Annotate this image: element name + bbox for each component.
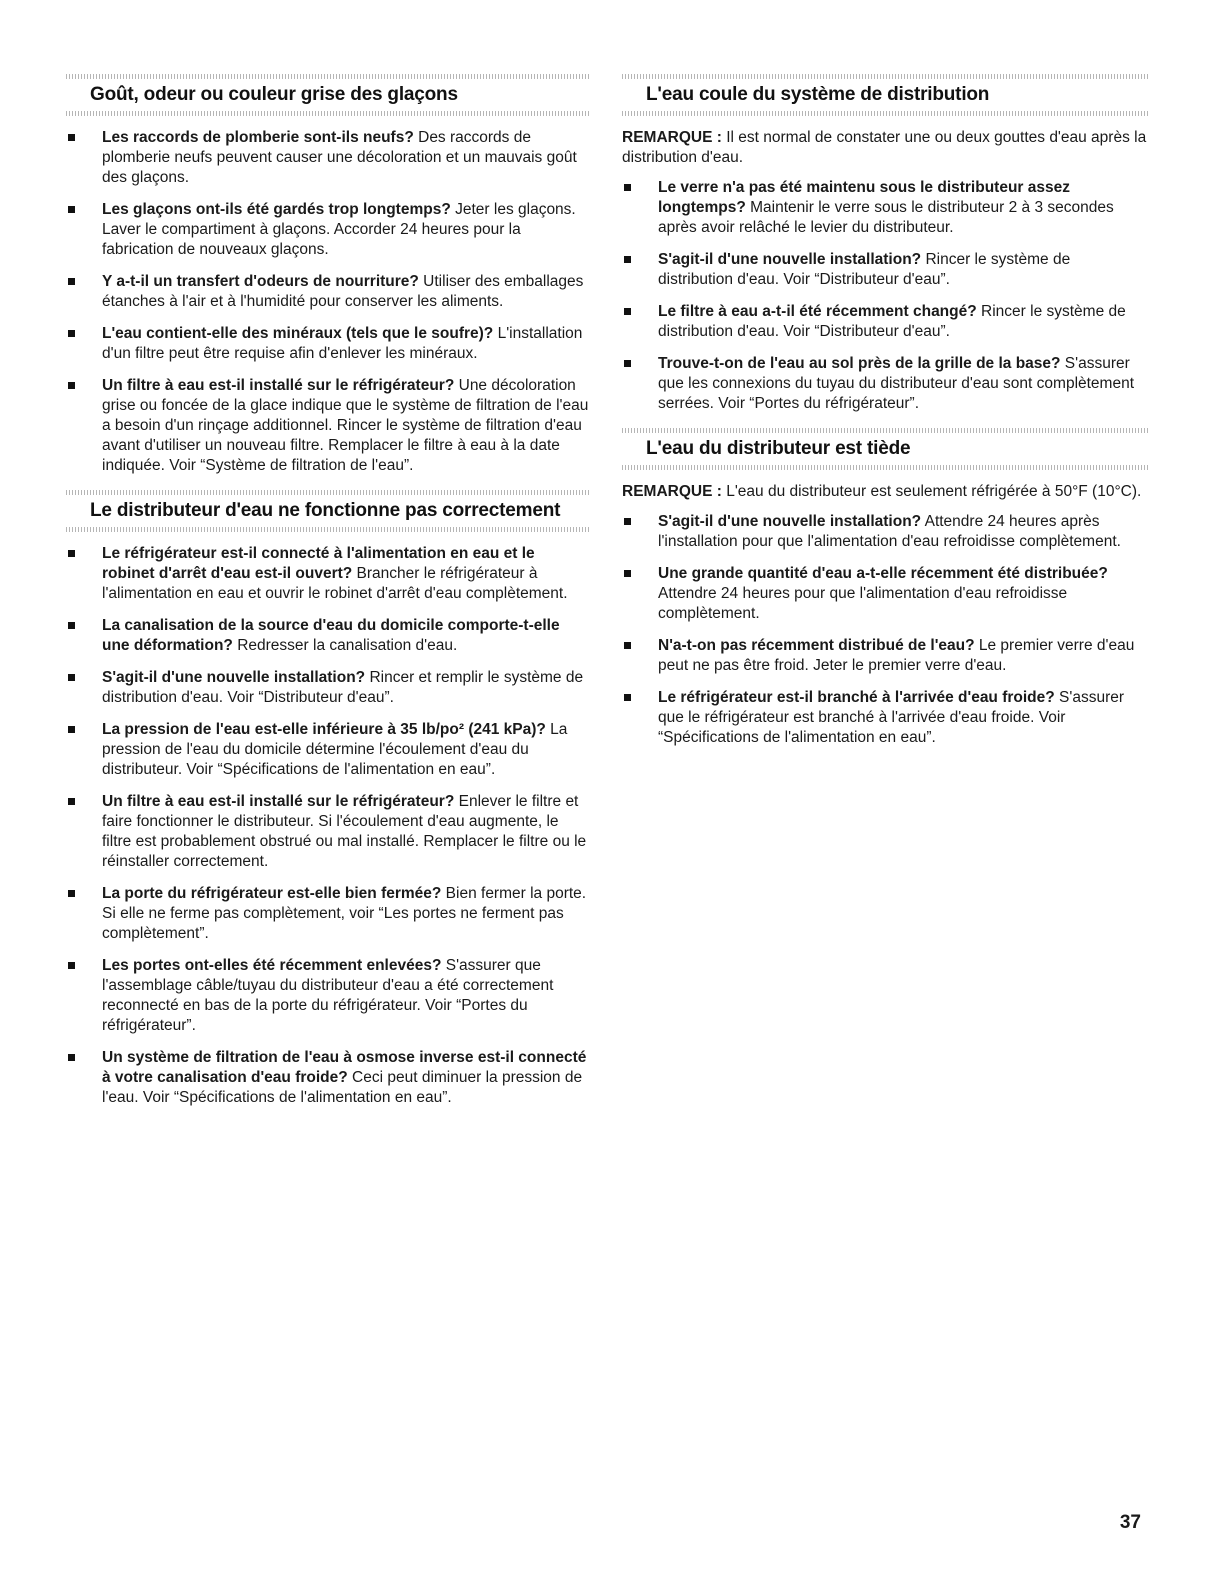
list-item [66,720,590,780]
note [622,128,1148,168]
section-water-lukewarm [622,428,1148,748]
bullet-icon [68,330,75,337]
section-header [66,490,590,532]
list-item [622,512,1148,552]
item-answer: La pression de l'eau du domicile détermine l'écoulement d'eau du distributeur. Voir “Spécifications de l'alimentation en eau”. [102,721,568,778]
list-item [66,200,590,260]
item-question: Le réfrigérateur est-il branché à l'arrivée d'eau froide? [658,689,1055,706]
bullet-icon [68,890,75,897]
list-item [66,376,590,476]
item-list [66,544,590,1108]
item-question: Une grande quantité d'eau a-t-elle récemment été distribuée? [658,565,1108,582]
list-item [66,272,590,312]
item-answer: S'assurer que les connexions du tuyau du distributeur d'eau sont complètement serrées. Voir “Portes du réfrigérateur”. [658,355,1135,412]
section-title: Goût, odeur ou couleur grise des glaçons [90,84,458,105]
list-item [66,128,590,188]
item-question: Un filtre à eau est-il installé sur le réfrigérateur? [102,793,455,810]
item-answer: Utiliser des emballages étanches à l'air et à l'humidité pour conserver les aliments. [102,273,584,310]
section-water-leaks [622,74,1148,414]
item-question: Le réfrigérateur est-il connecté à l'alimentation en eau et le robinet d'arrêt d'eau est-il ouvert? [102,545,535,582]
list-item [622,636,1148,676]
bullet-icon [624,570,631,577]
bullet-icon [68,726,75,733]
item-question: Le filtre à eau a-t-il été récemment changé? [658,303,977,320]
item-answer: Rincer le système de distribution d'eau. Voir “Distributeur d'eau”. [658,303,1126,340]
item-answer: Attendre 24 heures après l'installation pour que l'alimentation d'eau refroidisse complètement. [658,513,1121,550]
list-item [66,956,590,1036]
note-text: Il est normal de constater une ou deux gouttes d'eau après la distribution d'eau. [622,129,1147,166]
page-number: 37 [1119,1512,1141,1533]
bullet-icon [624,518,631,525]
section-title: Le distributeur d'eau ne fonctionne pas correctement [90,500,561,521]
item-question: Le verre n'a pas été maintenu sous le distributeur assez longtemps? [658,179,1070,216]
list-item [622,354,1148,414]
item-question: Les glaçons ont-ils été gardés trop longtemps? [102,201,451,218]
note [622,482,1148,502]
item-question: Trouve-t-on de l'eau au sol près de la grille de la base? [658,355,1061,372]
item-answer: Des raccords de plomberie neufs peuvent causer une décoloration et un mauvais goût des glaçons. [102,129,577,186]
list-item [66,668,590,708]
item-answer: L'installation d'un filtre peut être requise afin d'enlever les minéraux. [102,325,583,362]
bullet-icon [68,674,75,681]
item-answer: S'assurer que l'assemblage câble/tuyau du distributeur d'eau a été correctement reconnecté en bas de la porte du réfrigérateur. Voir “Portes du réfrigérateur”. [102,957,554,1034]
section-title: L'eau du distributeur est tiède [646,438,911,459]
section-title: L'eau coule du système de distribution [646,84,990,105]
bullet-icon [624,256,631,263]
item-answer: Brancher le réfrigérateur à l'alimentation en eau et ouvrir le robinet d'arrêt d'eau complètement. [102,565,568,602]
list-item [66,616,590,656]
item-question: Y a-t-il un transfert d'odeurs de nourriture? [102,273,419,290]
item-answer: Redresser la canalisation d'eau. [232,637,458,654]
item-answer: Ceci peut diminuer la pression de l'eau. Voir “Spécifications de l'alimentation en eau”. [102,1069,583,1106]
item-question: Un système de filtration de l'eau à osmose inverse est-il connecté à votre canalisation d'eau froide? [102,1049,587,1086]
section-header [66,74,590,116]
item-question: La porte du réfrigérateur est-elle bien fermée? [102,885,442,902]
section-ice-taste [66,74,590,476]
list-item [66,884,590,944]
item-question: S'agit-il d'une nouvelle installation? [658,251,922,268]
list-item [622,250,1148,290]
bullet-icon [624,184,631,191]
bullet-icon [68,1054,75,1061]
section-header [622,428,1148,470]
item-question: S'agit-il d'une nouvelle installation? [658,513,922,530]
bullet-icon [68,206,75,213]
bullet-icon [68,962,75,969]
bullet-icon [624,360,631,367]
item-question: Les portes ont-elles été récemment enlevées? [102,957,442,974]
bullet-icon [68,382,75,389]
bullet-icon [68,798,75,805]
list-item [66,1048,590,1108]
list-item [622,302,1148,342]
note-label: REMARQUE : [622,483,722,500]
bullet-icon [68,278,75,285]
item-question: S'agit-il d'une nouvelle installation? [102,669,366,686]
item-question: N'a-t-on pas récemment distribué de l'eau? [658,637,975,654]
item-answer: Jeter les glaçons. Laver le compartiment à glaçons. Accorder 24 heures pour la fabrication de nouveaux glaçons. [102,201,576,258]
section-dispenser-not-working [66,490,590,1108]
item-list [622,178,1148,414]
bullet-icon [624,694,631,701]
item-answer: S'assurer que le réfrigérateur est branché à l'arrivée d'eau froide. Voir “Spécifications de l'alimentation en eau”. [658,689,1125,746]
bullet-icon [68,622,75,629]
list-item [66,324,590,364]
note-label: REMARQUE : [622,129,722,146]
item-answer: Rincer et remplir le système de distribution d'eau. Voir “Distributeur d'eau”. [102,669,584,706]
list-item [622,564,1148,624]
bullet-icon [68,550,75,557]
item-question: L'eau contient-elle des minéraux (tels que le soufre)? [102,325,494,342]
item-answer: Maintenir le verre sous le distributeur 2 à 3 secondes après avoir relâché le levier du distributeur. [658,199,1114,236]
list-item [66,792,590,872]
section-header [622,74,1148,116]
left-column [66,74,590,1122]
item-question: Les raccords de plomberie sont-ils neufs? [102,129,414,146]
bullet-icon [624,308,631,315]
bullet-icon [624,642,631,649]
bullet-icon [68,134,75,141]
item-answer: Le premier verre d'eau peut ne pas être froid. Jeter le premier verre d'eau. [658,637,1135,674]
item-list [66,128,590,476]
item-answer: Enlever le filtre et faire fonctionner le distributeur. Si l'écoulement d'eau augmente, le filtre est probablement obstrué ou mal installé. Remplacer le filtre ou le réinstaller correctement. [102,793,587,870]
note-text: L'eau du distributeur est seulement réfrigérée à 50°F (10°C). [721,483,1142,500]
item-question: La pression de l'eau est-elle inférieure à 35 lb/po² (241 kPa)? [102,721,546,738]
item-list [622,512,1148,748]
item-question: La canalisation de la source d'eau du domicile comporte-t-elle une déformation? [102,617,560,654]
list-item [622,688,1148,748]
item-question: Un filtre à eau est-il installé sur le réfrigérateur? [102,377,455,394]
item-answer: Bien fermer la porte. Si elle ne ferme pas complètement, voir “Les portes ne ferment pas complètement”. [102,885,587,942]
item-answer: Attendre 24 heures pour que l'alimentation d'eau refroidisse complètement. [658,585,1068,622]
item-answer: Une décoloration grise ou foncée de la glace indique que le système de filtration de l'eau a besoin d'un rinçage additionnel. Rincer le système de filtration d'eau avant d'utiliser un nouveau filtre. Remplacer le filtre à eau à la date indiquée. Voir “Système de filtration de l'eau”. [102,377,589,474]
list-item [622,178,1148,238]
item-answer: Rincer le système de distribution d'eau. Voir “Distributeur d'eau”. [658,251,1071,288]
right-column [622,74,1148,762]
list-item [66,544,590,604]
